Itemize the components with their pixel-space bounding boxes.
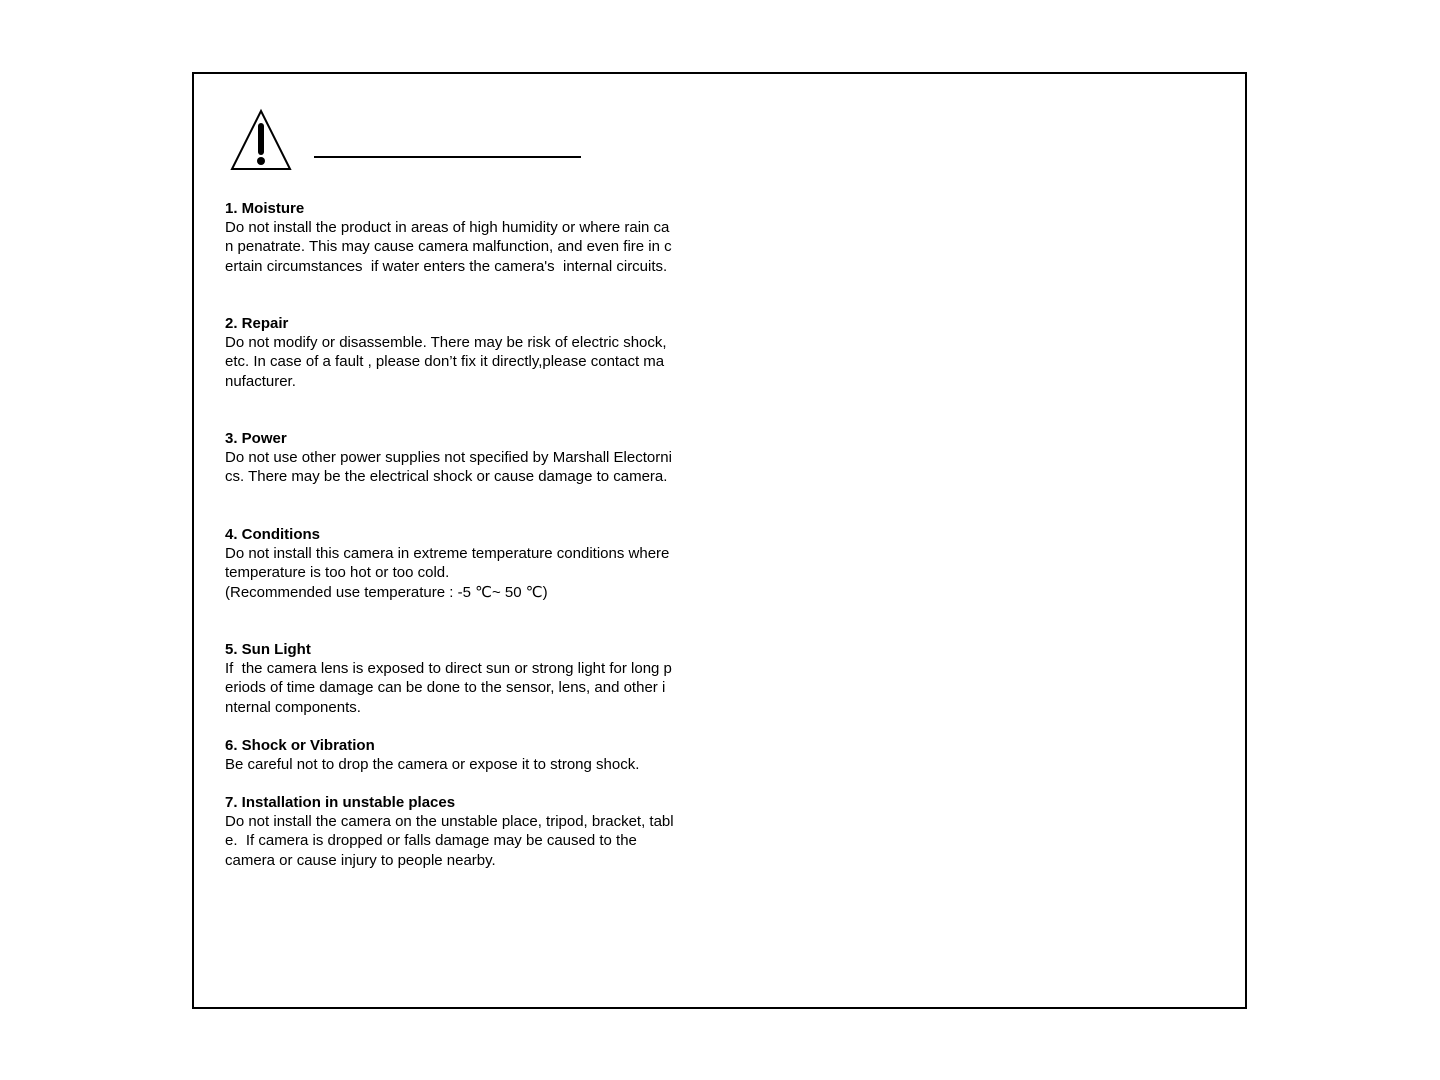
section-text-line: e. If camera is dropped or falls damage may be caused to the [225, 832, 637, 850]
section-power [225, 429, 725, 487]
section-title: 5. Sun Light [225, 641, 311, 658]
section-title: 7. Installation in unstable places [225, 794, 456, 811]
section-text-line: etc. In case of a fault , please don’t fix it directly,please contact ma [225, 353, 665, 371]
section-repair [225, 314, 725, 391]
heading-underline [314, 156, 581, 158]
section-text-line: Do not modify or disassemble. There may be risk of electric shock, [225, 334, 667, 352]
section-text-line: Do not install this camera in extreme temperature conditions where [225, 545, 670, 563]
section-text-line: temperature is too hot or too cold. [225, 564, 450, 582]
section-title: 1. Moisture [225, 200, 305, 217]
section-text-line: Do not install the camera on the unstable place, tripod, bracket, tabl [225, 813, 674, 831]
warning-triangle-icon [229, 108, 293, 172]
section-shock-or-vibration [225, 736, 725, 774]
section-sun-light [225, 640, 725, 717]
section-conditions [225, 525, 725, 602]
section-text-line: If the camera lens is exposed to direct sun or strong light for long p [225, 660, 672, 678]
section-text-line: ertain circumstances if water enters the camera's internal circuits. [225, 257, 668, 275]
section-moisture [225, 199, 725, 276]
document-frame [192, 72, 1247, 1009]
section-text-line: n penatrate. This may cause camera malfunction, and even fire in c [225, 238, 672, 256]
section-installation-unstable-places [225, 793, 725, 870]
section-text-line: Do not use other power supplies not specified by Marshall Electorni [225, 449, 672, 467]
section-text-line: (Recommended use temperature : -5 ℃~ 50 ℃) [225, 583, 548, 601]
section-text-line: Do not install the product in areas of high humidity or where rain ca [225, 219, 670, 237]
section-title: 3. Power [225, 430, 287, 447]
section-text-line: nternal components. [225, 698, 361, 716]
section-text-line: cs. There may be the electrical shock or cause damage to camera. [225, 468, 668, 486]
section-title: 4. Conditions [225, 526, 320, 543]
section-title: 6. Shock or Vibration [225, 737, 375, 754]
section-title: 2. Repair [225, 315, 289, 332]
section-text-line: camera or cause injury to people nearby. [225, 851, 496, 869]
section-text-line: eriods of time damage can be done to the sensor, lens, and other i [225, 679, 666, 697]
section-text-line: nufacturer. [225, 372, 296, 390]
section-text-line: Be careful not to drop the camera or expose it to strong shock. [225, 756, 640, 774]
